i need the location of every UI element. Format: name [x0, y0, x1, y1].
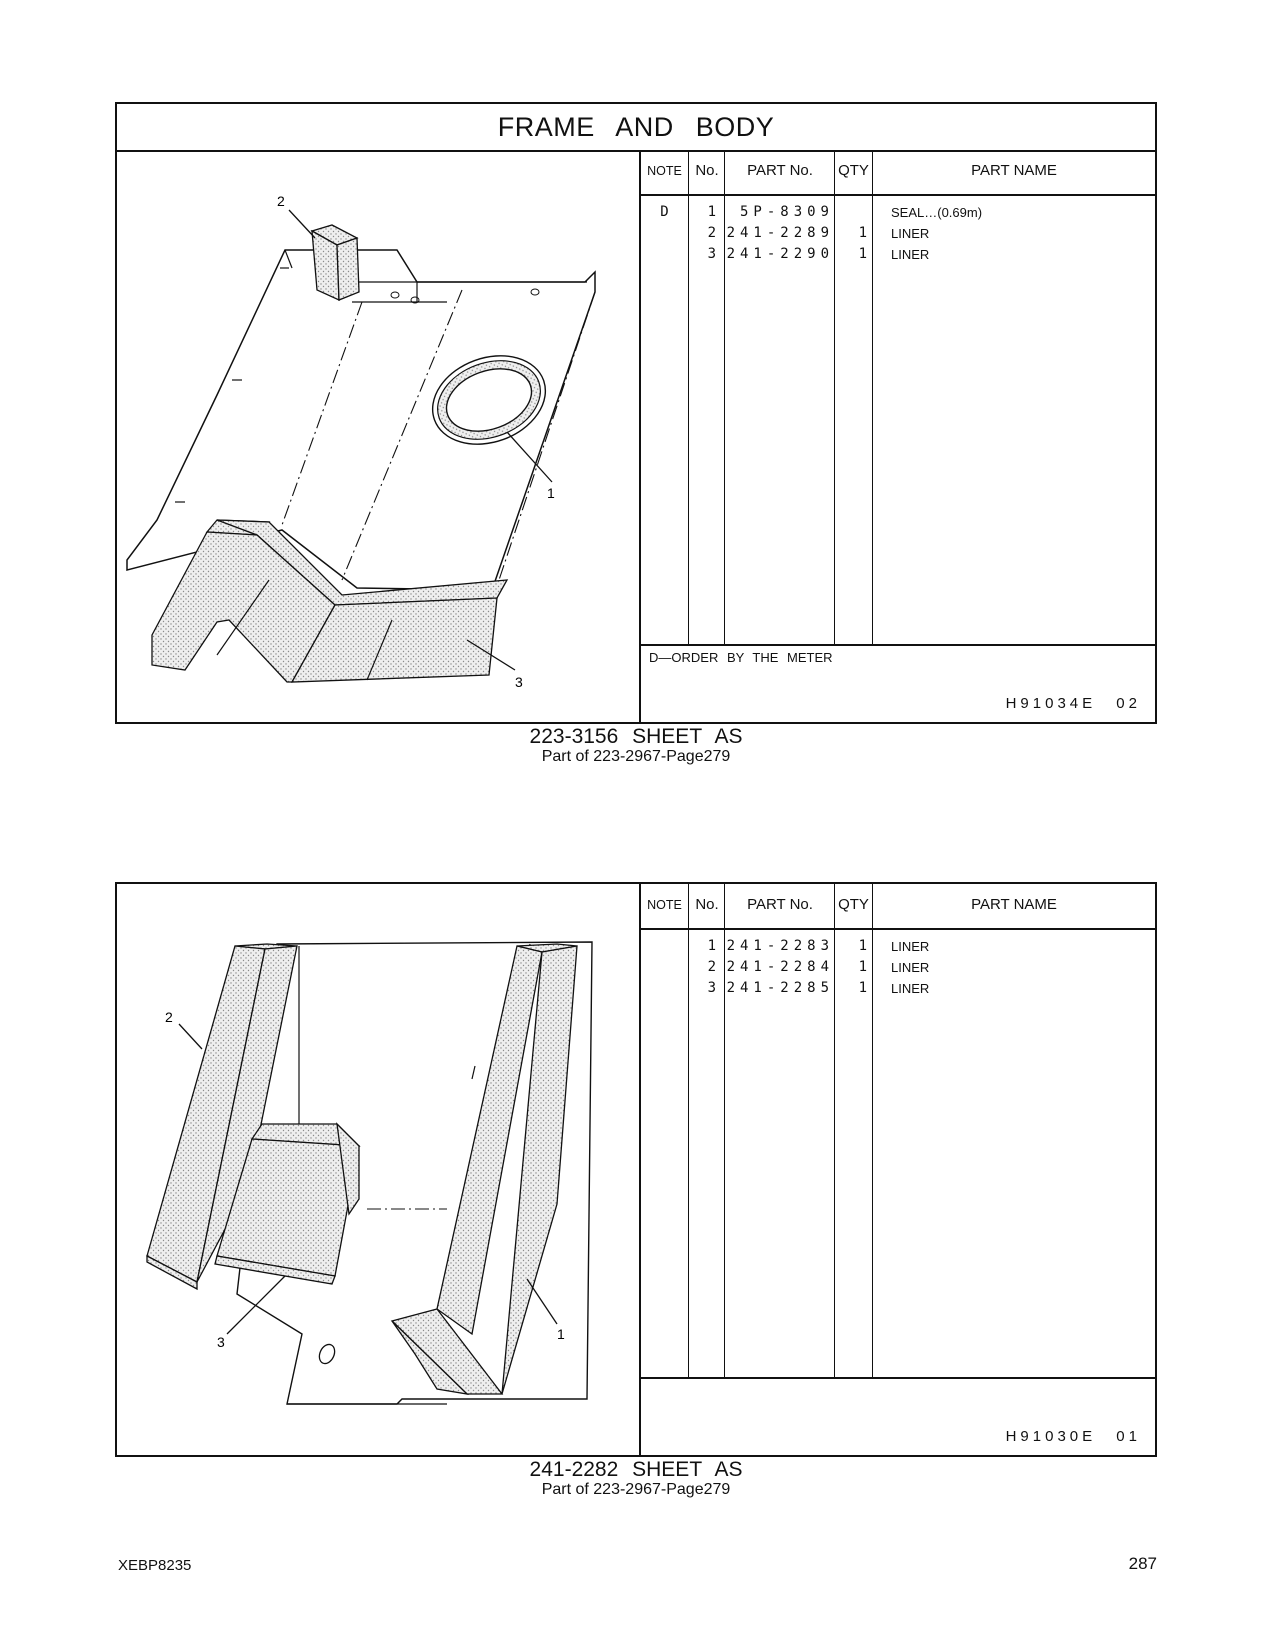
- illustration-sheet-as-2: [117, 884, 641, 1455]
- table-header: [641, 150, 1155, 196]
- table-row: [641, 936, 1155, 957]
- row-part-name: LINER: [891, 981, 930, 996]
- header-no: No.: [695, 162, 719, 179]
- row-part-number: 241-2290: [726, 246, 834, 262]
- callout-3: 3: [217, 1334, 225, 1350]
- caption-title: 241-2282 SHEET AS: [529, 1458, 743, 1481]
- exploded-drawing-1: [117, 150, 639, 724]
- callout-3: 3: [515, 674, 523, 690]
- table-row: [641, 223, 1155, 244]
- row-quantity: 1: [858, 980, 867, 996]
- header-qty: QTY: [838, 162, 869, 179]
- header-part-name: PART NAME: [971, 162, 1057, 179]
- table-row: [641, 957, 1155, 978]
- illustration-sheet-as-1: [117, 150, 641, 722]
- row-number: 2: [707, 959, 716, 975]
- header-part-name: PART NAME: [971, 896, 1057, 913]
- parts-table-2: [641, 884, 1155, 1455]
- row-quantity: 1: [858, 959, 867, 975]
- callout-2: 2: [277, 193, 285, 209]
- page-number: 287: [1128, 1554, 1157, 1573]
- caption-subtitle: Part of 223-2967-Page279: [541, 1481, 731, 1498]
- header-qty: QTY: [838, 896, 869, 913]
- row-part-name: LINER: [891, 939, 930, 954]
- header-note: NOTE: [647, 164, 682, 178]
- reference-code: H91034E 02: [1005, 695, 1141, 712]
- row-number: 2: [707, 225, 716, 241]
- parts-panel-2: [115, 882, 1157, 1457]
- row-quantity: 1: [858, 246, 867, 262]
- callout-1: 1: [557, 1326, 565, 1342]
- table-footer: [641, 1377, 1155, 1455]
- table-row: [641, 202, 1155, 223]
- table-header: [641, 884, 1155, 930]
- header-note: NOTE: [647, 898, 682, 912]
- section-title: FRAME AND BODY: [117, 104, 1155, 152]
- header-no: No.: [695, 896, 719, 913]
- row-number: 3: [707, 980, 716, 996]
- header-part-no: PART No.: [747, 896, 813, 913]
- row-part-number: 241-2284: [726, 959, 834, 975]
- parts-table-1: [641, 150, 1155, 722]
- row-part-number: 241-2285: [726, 980, 834, 996]
- row-number: 3: [707, 246, 716, 262]
- row-part-name: LINER: [891, 960, 930, 975]
- footnote: D—ORDER BY THE METER: [649, 650, 833, 665]
- row-part-number: 5P-8309: [739, 204, 834, 220]
- row-number: 1: [707, 938, 716, 954]
- table-row: [641, 978, 1155, 999]
- row-part-name: LINER: [891, 247, 930, 262]
- table-body: [641, 928, 1155, 1379]
- row-note: D: [660, 204, 669, 220]
- callout-2: 2: [165, 1009, 173, 1025]
- header-part-no: PART No.: [747, 162, 813, 179]
- callout-1: 1: [547, 485, 555, 501]
- document-id: XEBP8235: [118, 1557, 192, 1574]
- row-part-number: 241-2289: [726, 225, 834, 241]
- caption-subtitle: Part of 223-2967-Page279: [541, 748, 731, 765]
- row-quantity: 1: [858, 225, 867, 241]
- caption-1: [115, 726, 1157, 766]
- caption-title: 223-3156 SHEET AS: [529, 725, 743, 748]
- row-number: 1: [707, 204, 716, 220]
- table-row: [641, 244, 1155, 265]
- table-body: [641, 194, 1155, 646]
- row-quantity: 1: [858, 938, 867, 954]
- reference-code: H91030E 01: [1005, 1428, 1141, 1445]
- parts-panel-1: [115, 102, 1157, 724]
- table-footer: [641, 644, 1155, 722]
- caption-2: [115, 1459, 1157, 1499]
- row-part-name: LINER: [891, 226, 930, 241]
- row-part-name: SEAL…(0.69m): [891, 205, 983, 220]
- row-part-number: 241-2283: [726, 938, 834, 954]
- exploded-drawing-2: [117, 884, 639, 1455]
